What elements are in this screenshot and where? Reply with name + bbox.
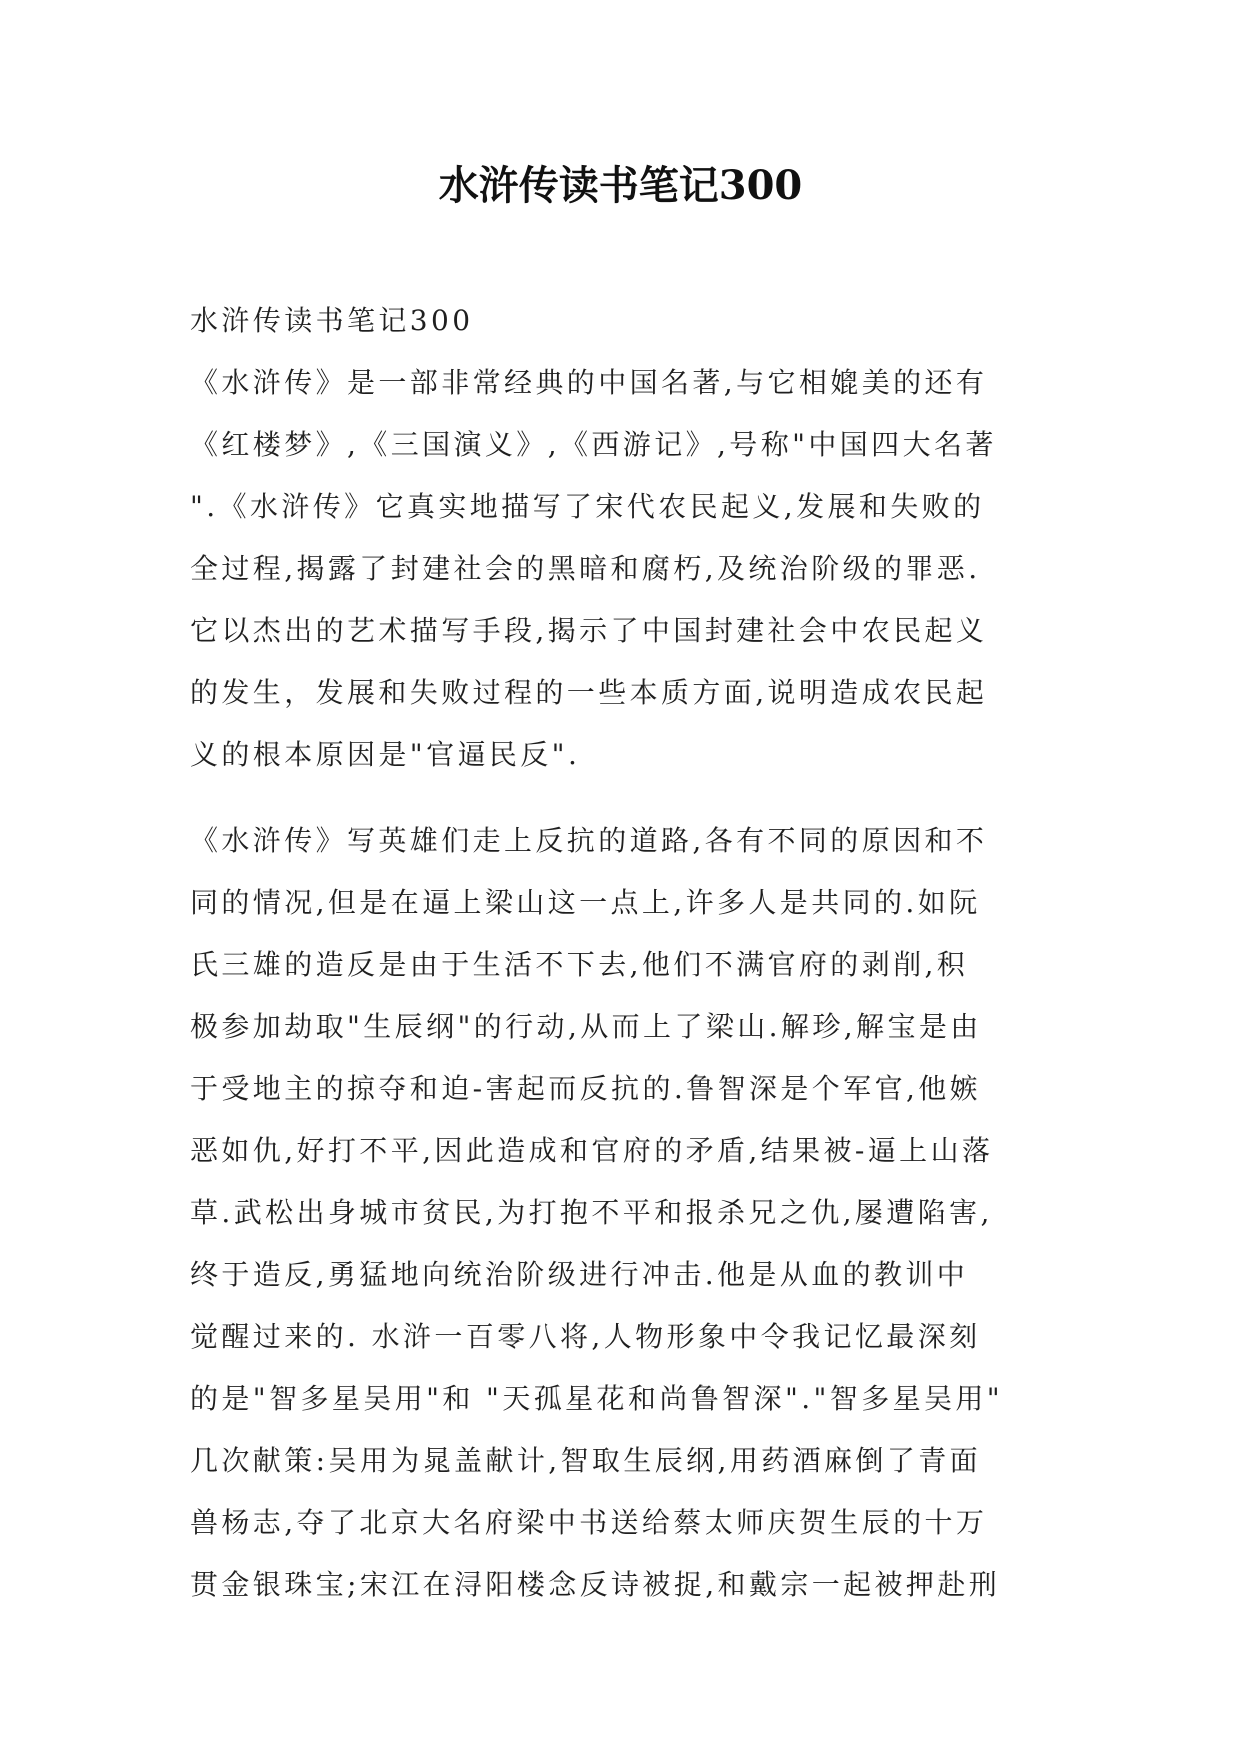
paragraph-line: 几次献策:吴用为晁盖献计,智取生辰纲,用药酒麻倒了青面 xyxy=(190,1444,982,1477)
paragraph-line: 觉醒过来的. 水浒一百零八将,人物形象中令我记忆最深刻 xyxy=(190,1320,981,1353)
paragraph-line: 的是"智多星吴用"和 "天孤星花和尚鲁智深"."智多星吴用" xyxy=(190,1382,1004,1415)
paragraph-line: 于受地主的掠夺和迫-害起而反抗的.鲁智深是个军官,他嫉 xyxy=(190,1072,982,1105)
paragraph-line: 草.武松出身城市贫民,为打抱不平和报杀兄之仇,屡遭陷害, xyxy=(190,1196,993,1229)
paragraph-line: 《水浒传》是一部非常经典的中国名著,与它相媲美的还有 xyxy=(190,366,988,399)
paragraph-line: 《水浒传》写英雄们走上反抗的道路,各有不同的原因和不 xyxy=(190,824,988,857)
paragraph-line: 同的情况,但是在逼上梁山这一点上,许多人是共同的.如阮 xyxy=(190,886,981,919)
paragraph-2 xyxy=(190,810,1058,1616)
paragraph-line: 义的根本原因是"官逼民反". xyxy=(190,738,581,771)
document-title: 水浒传读书笔记300 xyxy=(438,162,803,209)
paragraph-line: 兽杨志,夺了北京大名府梁中书送给蔡太师庆贺生辰的十万 xyxy=(190,1506,988,1539)
paragraph-line: 极参加劫取"生辰纲"的行动,从而上了梁山.解珍,解宝是由 xyxy=(190,1010,982,1043)
paragraph-line: 它以杰出的艺术描写手段,揭示了中国封建社会中农民起义 xyxy=(190,614,988,647)
paragraph-line: 水浒传读书笔记300 xyxy=(190,304,474,337)
paragraph-line: 《红楼梦》,《三国演义》,《西游记》,号称"中国四大名著 xyxy=(190,428,997,461)
paragraph-line: 全过程,揭露了封建社会的黑暗和腐朽,及统治阶级的罪恶. xyxy=(190,552,981,585)
paragraph-line: 恶如仇,好打不平,因此造成和官府的矛盾,结果被-逼上山落 xyxy=(190,1134,994,1167)
paragraph-line: ".《水浒传》它真实地描写了宋代农民起义,发展和失败的 xyxy=(190,490,985,523)
paragraph-line: 贯金银珠宝;宋江在浔阳楼念反诗被捉,和戴宗一起被押赴刑 xyxy=(190,1568,1001,1601)
paragraph-line: 的发生，发展和失败过程的一些本质方面,说明造成农民起 xyxy=(190,676,988,709)
paragraph-line: 氏三雄的造反是由于生活不下去,他们不满官府的剥削,积 xyxy=(190,948,969,981)
paragraph-line: 终于造反,勇猛地向统治阶级进行冲击.他是从血的教训中 xyxy=(190,1258,969,1291)
paragraph-1 xyxy=(190,290,1058,786)
